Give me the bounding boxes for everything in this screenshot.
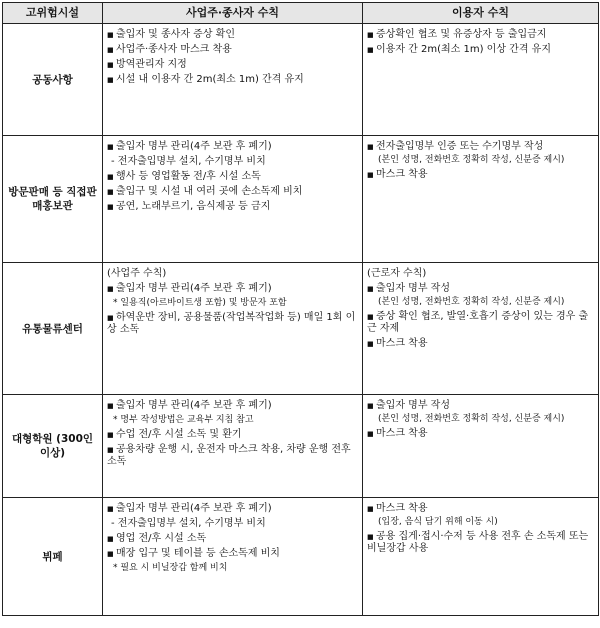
- rule-item: [367, 169, 594, 181]
- rule-text: 이용자 간 2m(최소 1m) 이상 간격 유지: [376, 44, 552, 55]
- header-facility: 고위험시설: [3, 3, 103, 24]
- facility-name: 유통물류센터: [3, 263, 103, 395]
- rule-item: [367, 428, 594, 440]
- user-rules-cell: [363, 24, 599, 136]
- square-bullet-icon: ■: [107, 535, 114, 543]
- user-rules-cell: [363, 263, 599, 395]
- table-row: [3, 136, 599, 263]
- square-bullet-icon: ■: [367, 31, 374, 39]
- square-bullet-icon: ■: [107, 285, 114, 293]
- square-bullet-icon: ■: [107, 61, 114, 69]
- rule-note: (입장, 음식 담기 위해 이동 시): [378, 517, 498, 527]
- header-employer-rules: 사업주·종사자 수칙: [103, 3, 363, 24]
- rule-text: 공용 집게·접시·수저 등 사용 전후 손 소독제 또는 비닐장갑 사용: [367, 531, 589, 554]
- rule-item: [107, 186, 358, 198]
- square-bullet-icon: ■: [367, 143, 374, 151]
- rule-item: [107, 533, 358, 545]
- rule-item: [367, 44, 594, 56]
- square-bullet-icon: ■: [107, 76, 114, 84]
- rule-item: [107, 59, 358, 71]
- user-rules-cell: [363, 395, 599, 498]
- rule-text: 사업주·종사자 마스크 착용: [116, 44, 232, 55]
- rule-text: 출입구 및 시설 내 여러 곳에 손소독제 비치: [116, 186, 303, 197]
- rule-detail: - 전자출입명부 설치, 수기명부 비치: [111, 156, 266, 167]
- square-bullet-icon: ■: [367, 285, 374, 293]
- square-bullet-icon: ■: [367, 313, 374, 321]
- rule-text: 마스크 착용: [376, 169, 428, 180]
- rule-item: [107, 400, 358, 412]
- employer-rules-cell: [103, 498, 363, 616]
- section-header: (근로자 수칙): [367, 268, 427, 279]
- square-bullet-icon: ■: [107, 402, 114, 410]
- rule-item: [367, 531, 594, 555]
- rule-text: 출입자 및 종사자 증상 확인: [116, 29, 235, 40]
- rule-item: [367, 311, 594, 335]
- rule-text: 증상 확인 협조, 발열·호흡기 증상이 있는 경우 출근 자제: [367, 311, 589, 334]
- header-row: [3, 3, 599, 24]
- rule-text: 매장 입구 및 테이블 등 손소독제 비치: [116, 548, 280, 559]
- rule-item: [107, 29, 358, 41]
- rule-note: (본인 성명, 전화번호 정확히 작성, 신분증 제시): [378, 414, 565, 424]
- square-bullet-icon: ■: [367, 46, 374, 54]
- table-row: [3, 24, 599, 136]
- rule-text: 공용차량 운행 시, 운전자 마스크 착용, 차량 운행 전후 소독: [107, 444, 351, 467]
- rule-item: [367, 338, 594, 350]
- facility-name: 공동사항: [3, 24, 103, 136]
- rule-text: 행사 등 영업활동 전/후 시설 소독: [116, 171, 261, 182]
- rule-text: 출입자 명부 관리(4주 보관 후 폐기): [116, 141, 272, 152]
- rule-text: 출입자 명부 관리(4주 보관 후 폐기): [116, 400, 272, 411]
- rule-note: * 필요 시 비닐장갑 함께 비치: [113, 563, 228, 573]
- square-bullet-icon: ■: [107, 431, 114, 439]
- rule-text: 출입자 명부 작성: [376, 400, 450, 411]
- rule-text: 영업 전/후 시설 소독: [116, 533, 207, 544]
- rule-item: [107, 429, 358, 441]
- table-row: [3, 263, 599, 395]
- square-bullet-icon: ■: [367, 340, 374, 348]
- rule-item: [107, 141, 358, 153]
- rule-item: [367, 503, 594, 515]
- square-bullet-icon: ■: [367, 402, 374, 410]
- rule-note: * 일용직(아르바이트생 포함) 및 방문자 포함: [113, 298, 287, 308]
- rule-item: [107, 548, 358, 560]
- rule-text: 마스크 착용: [376, 338, 428, 349]
- rule-item: [107, 503, 358, 515]
- square-bullet-icon: ■: [107, 46, 114, 54]
- table-row: [3, 498, 599, 616]
- rule-item: [367, 283, 594, 295]
- rule-note: (본인 성명, 전화번호 정확히 작성, 신분증 제시): [378, 155, 565, 165]
- square-bullet-icon: ■: [367, 430, 374, 438]
- square-bullet-icon: ■: [367, 171, 374, 179]
- square-bullet-icon: ■: [107, 314, 114, 322]
- rule-item: [367, 400, 594, 412]
- rule-text: 전자출입명부 인증 또는 수기명부 작성: [376, 141, 544, 152]
- rule-text: 수업 전/후 시설 소독 및 환기: [116, 429, 242, 440]
- rule-detail: - 전자출입명부 설치, 수기명부 비치: [111, 518, 266, 529]
- rule-item: [107, 283, 358, 295]
- rule-item: [107, 312, 358, 336]
- square-bullet-icon: ■: [107, 550, 114, 558]
- rule-item: [107, 44, 358, 56]
- rule-text: 공연, 노래부르기, 음식제공 등 금지: [116, 201, 271, 212]
- square-bullet-icon: ■: [107, 203, 114, 211]
- square-bullet-icon: ■: [107, 173, 114, 181]
- employer-rules-cell: [103, 24, 363, 136]
- rule-note: * 명부 작성방법은 교육부 지침 참고: [113, 415, 254, 425]
- employer-rules-cell: [103, 263, 363, 395]
- facility-name: 방문판매 등 직접판매홍보관: [3, 136, 103, 263]
- table-row: [3, 395, 599, 498]
- rule-item: [367, 141, 594, 153]
- rule-text: 마스크 착용: [376, 503, 428, 514]
- rule-text: 시설 내 이용자 간 2m(최소 1m) 간격 유지: [116, 74, 304, 85]
- rule-text: 출입자 명부 작성: [376, 283, 450, 294]
- section-header: (사업주 수칙): [107, 268, 167, 279]
- rule-note: (본인 성명, 전화번호 정확히 작성, 신분증 제시): [378, 297, 565, 307]
- rule-text: 마스크 착용: [376, 428, 428, 439]
- user-rules-cell: [363, 136, 599, 263]
- square-bullet-icon: ■: [107, 505, 114, 513]
- square-bullet-icon: ■: [107, 143, 114, 151]
- rule-item: [107, 171, 358, 183]
- user-rules-cell: [363, 498, 599, 616]
- header-user-rules: 이용자 수칙: [363, 3, 599, 24]
- rule-text: 증상확인 협조 및 유증상자 등 출입금지: [376, 29, 547, 40]
- square-bullet-icon: ■: [107, 446, 114, 454]
- rule-text: 하역운반 장비, 공용물품(작업복작업화 등) 매일 1회 이상 소독: [107, 312, 356, 335]
- rules-table: [2, 2, 599, 616]
- rule-text: 방역관리자 지정: [116, 59, 187, 70]
- square-bullet-icon: ■: [367, 533, 374, 541]
- rule-text: 출입자 명부 관리(4주 보관 후 폐기): [116, 283, 272, 294]
- rule-text: 출입자 명부 관리(4주 보관 후 폐기): [116, 503, 272, 514]
- employer-rules-cell: [103, 395, 363, 498]
- rule-item: [367, 29, 594, 41]
- square-bullet-icon: ■: [107, 31, 114, 39]
- facility-name: 대형학원 (300인 이상): [3, 395, 103, 498]
- square-bullet-icon: ■: [367, 505, 374, 513]
- rule-item: [107, 74, 358, 86]
- employer-rules-cell: [103, 136, 363, 263]
- facility-name: 뷔페: [3, 498, 103, 616]
- rule-item: [107, 201, 358, 213]
- rule-item: [107, 444, 358, 468]
- square-bullet-icon: ■: [107, 188, 114, 196]
